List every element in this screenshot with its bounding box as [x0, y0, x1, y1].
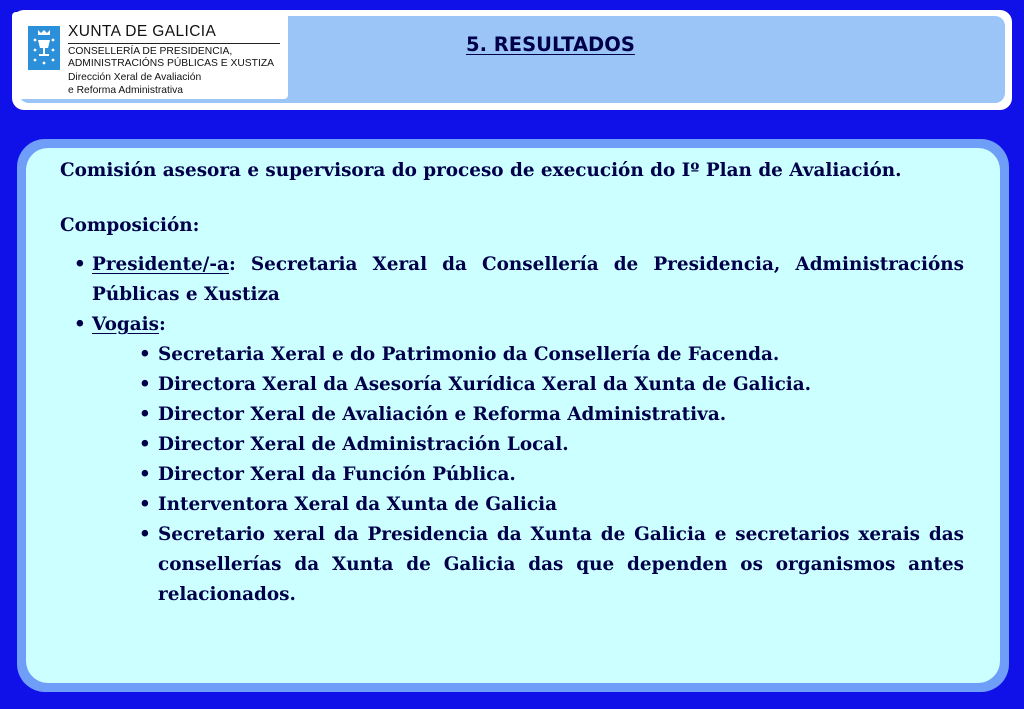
list-item	[60, 340, 964, 370]
xunta-logo	[12, 12, 288, 99]
bullet-icon: •	[139, 464, 151, 485]
logo-line-3: Dirección Xeral de Avaliación	[68, 72, 202, 83]
logo-org-name: XUNTA DE GALICIA	[68, 23, 217, 40]
bullet-icon: •	[74, 314, 86, 335]
list-item-president	[60, 250, 964, 310]
list-item	[60, 460, 964, 490]
intro-paragraph: Comisión asesora e supervisora do proceso de execución do Iº Plan de Avaliación.	[60, 160, 902, 181]
bullet-icon: •	[139, 524, 151, 545]
bullet-icon: •	[139, 374, 151, 395]
bullet-icon: •	[139, 404, 151, 425]
vogal-text: Director Xeral de Administración Local.	[158, 434, 569, 455]
vogais-suffix: :	[158, 314, 166, 335]
vogal-text: Secretaria Xeral e do Patrimonio da Consellería de Facenda.	[158, 344, 780, 365]
bullet-icon: •	[139, 344, 151, 365]
composition-heading: Composición:	[60, 215, 200, 236]
vogais-list	[60, 340, 964, 610]
bullet-icon: •	[139, 494, 151, 515]
composition-list	[60, 250, 964, 610]
vogais-label: Vogais	[92, 314, 159, 335]
president-label: Presidente/-a	[92, 254, 229, 275]
vogal-text: Director Xeral de Avaliación e Reforma Administrativa.	[158, 404, 727, 425]
president-text: : Secretaria Xeral da Consellería de Presidencia, Administracións Públicas e Xustiza	[92, 254, 964, 305]
logo-divider	[68, 43, 280, 44]
vogal-text: Directora Xeral da Asesoría Xurídica Xeral da Xunta de Galicia.	[158, 374, 812, 395]
content-text	[60, 157, 964, 610]
galicia-coat-of-arms-icon	[28, 26, 60, 70]
vogal-text: Director Xeral da Función Pública.	[158, 464, 516, 485]
logo-line-2: ADMINISTRACIÓNS PÚBLICAS E XUSTIZA	[68, 58, 274, 69]
list-item	[60, 400, 964, 430]
bullet-icon: •	[139, 434, 151, 455]
logo-line-4: e Reforma Administrativa	[68, 85, 184, 96]
bullet-icon: •	[74, 254, 86, 275]
list-item-vogais	[60, 310, 964, 610]
logo-line-1: CONSELLERÍA DE PRESIDENCIA,	[68, 46, 233, 57]
list-item	[60, 490, 964, 520]
page-title: 5. RESULTADOS	[466, 33, 635, 56]
list-item	[60, 430, 964, 460]
vogal-text: Interventora Xeral da Xunta de Galicia	[158, 494, 558, 515]
list-item	[60, 520, 964, 610]
list-item	[60, 370, 964, 400]
vogal-text: Secretario xeral da Presidencia da Xunta de Galicia e secretarios xerais das consellerías da Xunta de Galicia das que dependen os organismos antes relacionados.	[158, 524, 964, 605]
